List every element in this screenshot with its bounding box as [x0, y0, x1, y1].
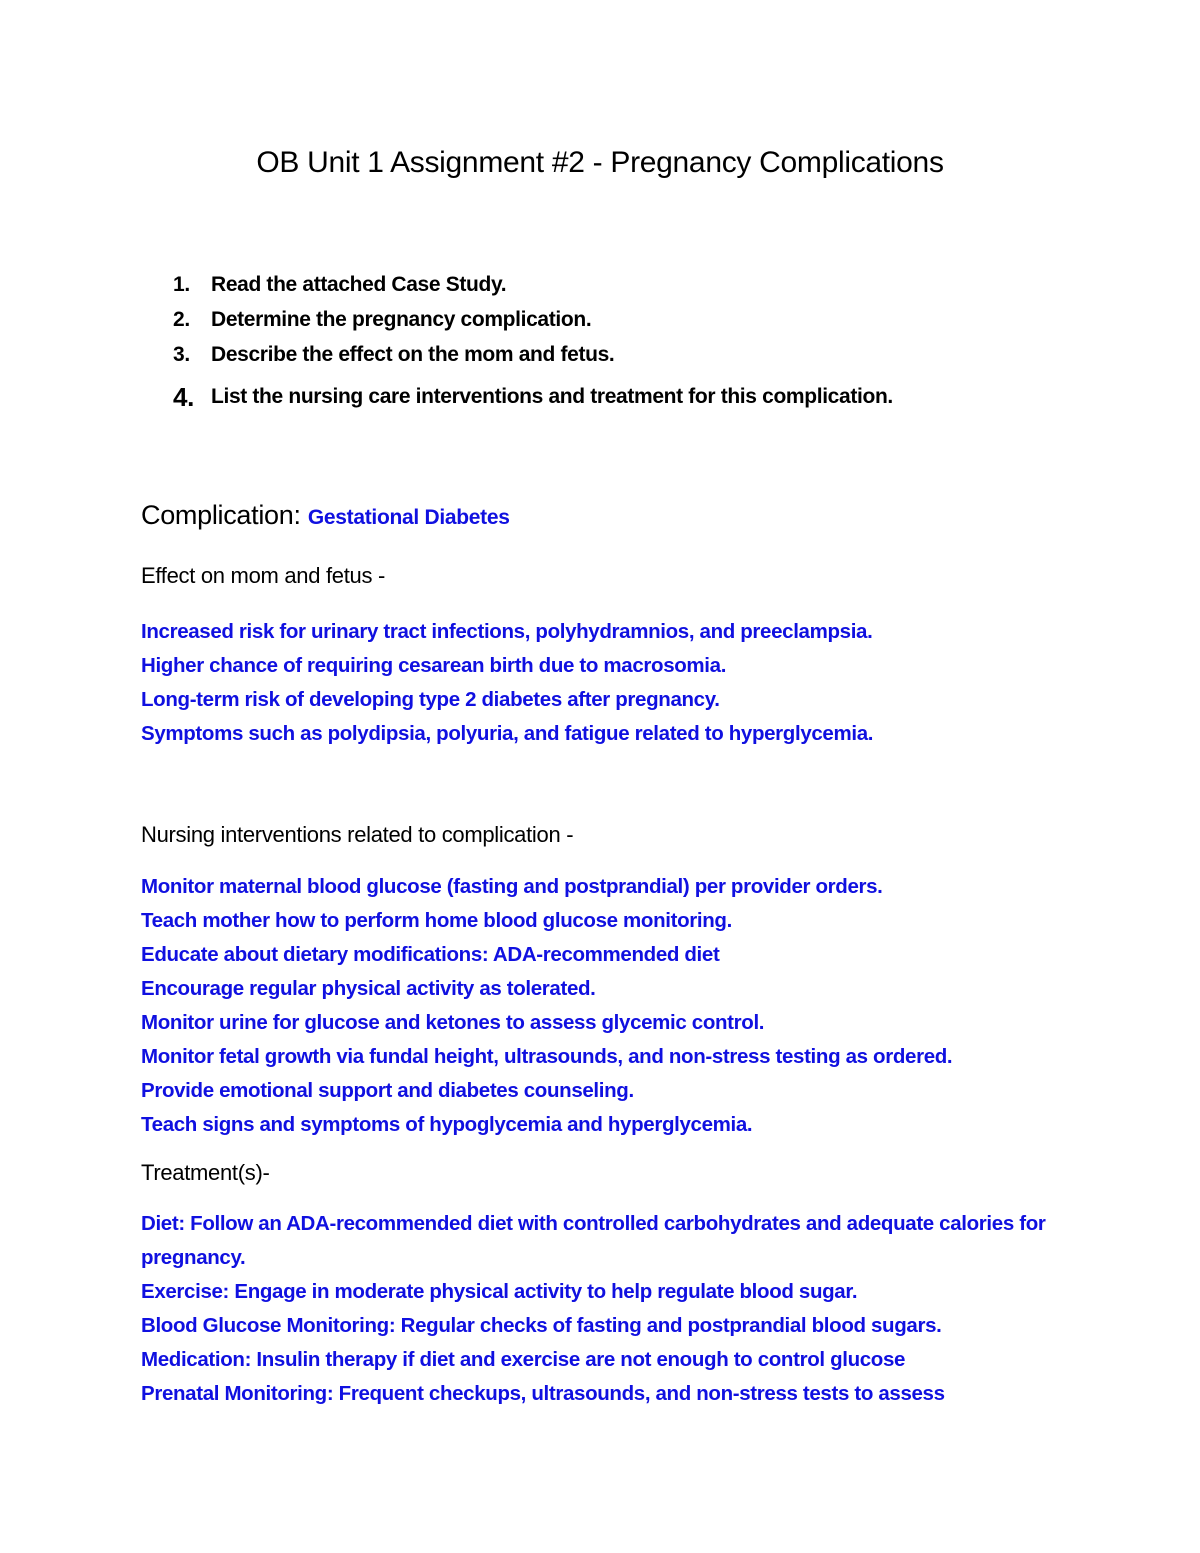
list-item: Educate about dietary modifications: ADA-recommended diet: [141, 943, 720, 966]
list-item: Diet: Follow an ADA-recommended diet with controlled carbohydrates and adequate calories for pregnancy.: [141, 1212, 1046, 1269]
list-item: Long-term risk of developing type 2 diabetes after pregnancy.: [141, 688, 720, 711]
list-item: Exercise: Engage in moderate physical activity to help regulate blood sugar.: [141, 1280, 858, 1303]
list-item: Encourage regular physical activity as tolerated.: [141, 977, 596, 1000]
instruction-text: Read the attached Case Study.: [211, 273, 507, 296]
list-item: Teach mother how to perform home blood glucose monitoring.: [141, 909, 732, 932]
instruction-number: 1.: [173, 273, 190, 296]
list-item: Monitor maternal blood glucose (fasting and postprandial) per provider orders.: [141, 875, 883, 898]
list-item: Symptoms such as polydipsia, polyuria, and fatigue related to hyperglycemia.: [141, 722, 874, 745]
document-title: OB Unit 1 Assignment #2 - Pregnancy Complications: [256, 146, 944, 179]
treatment-list: [141, 1207, 1061, 1411]
complication-value: Gestational Diabetes: [307, 506, 510, 529]
instruction-text: Describe the effect on the mom and fetus.: [211, 343, 615, 366]
effect-heading: Effect on mom and fetus -: [141, 563, 385, 588]
list-item: Medication: Insulin therapy if diet and exercise are not enough to control glucose: [141, 1348, 906, 1371]
effect-list: [141, 615, 873, 751]
treatment-heading: Treatment(s)-: [141, 1160, 270, 1185]
nursing-list: [141, 870, 952, 1142]
nursing-heading: Nursing interventions related to complication -: [141, 822, 574, 847]
list-item: Increased risk for urinary tract infections, polyhydramnios, and preeclampsia.: [141, 620, 873, 643]
instruction-text: List the nursing care interventions and treatment for this complication.: [211, 385, 893, 408]
complication-label: Complication:: [141, 500, 301, 530]
instruction-number: 4.: [173, 382, 194, 412]
list-item: Prenatal Monitoring: Frequent checkups, ultrasounds, and non-stress tests to assess: [141, 1382, 945, 1405]
list-item: Monitor urine for glucose and ketones to assess glycemic control.: [141, 1011, 765, 1034]
list-item: Blood Glucose Monitoring: Regular checks of fasting and postprandial blood sugars.: [141, 1314, 942, 1337]
list-item: Monitor fetal growth via fundal height, ultrasounds, and non-stress testing as ordered.: [141, 1045, 953, 1068]
instruction-number: 2.: [173, 308, 190, 331]
instruction-text: Determine the pregnancy complication.: [211, 308, 592, 331]
list-item: Teach signs and symptoms of hypoglycemia and hyperglycemia.: [141, 1113, 753, 1136]
instruction-number: 3.: [173, 343, 190, 366]
list-item: Higher chance of requiring cesarean birth due to macrosomia.: [141, 654, 727, 677]
list-item: Provide emotional support and diabetes counseling.: [141, 1079, 634, 1102]
complication-heading: [141, 498, 510, 535]
